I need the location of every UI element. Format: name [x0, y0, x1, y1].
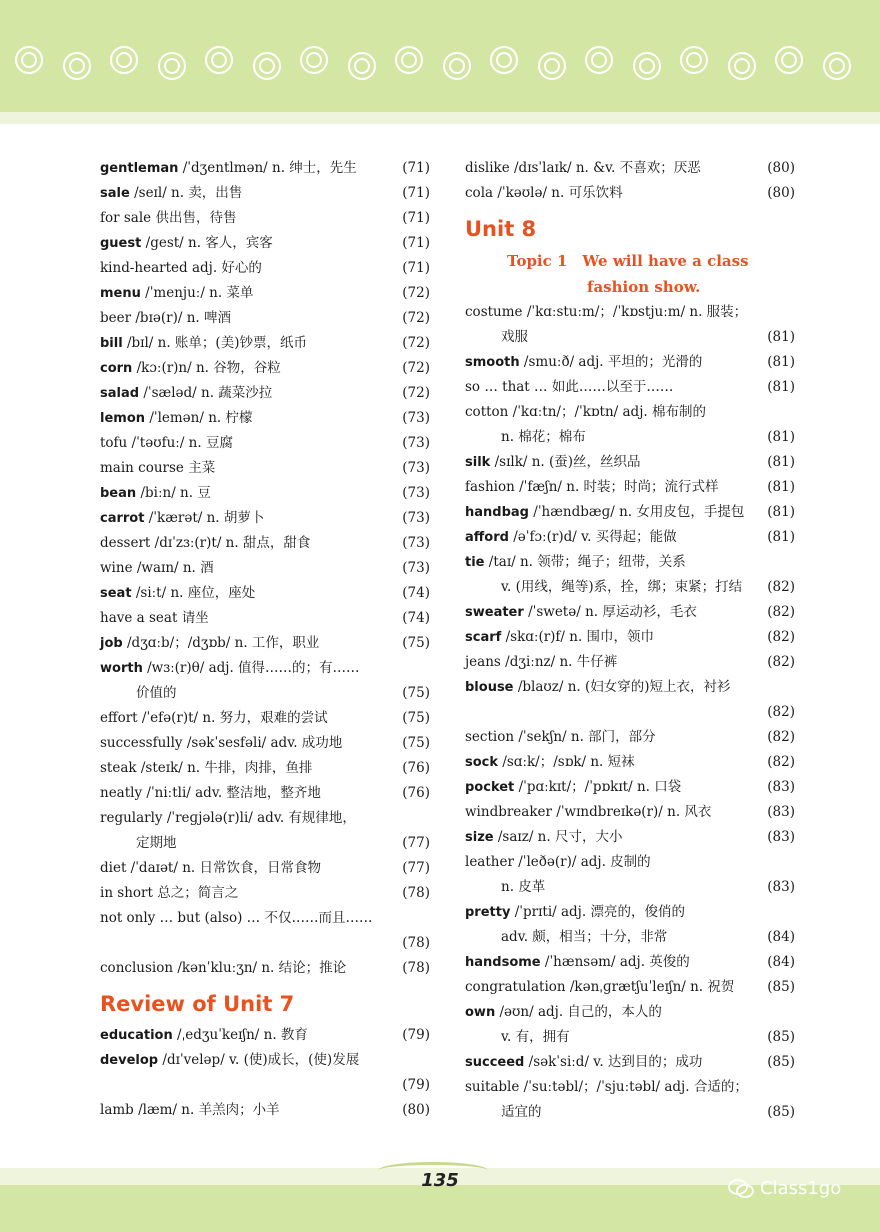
watermark: [728, 1178, 841, 1199]
definition: /gest/ n. 客人，宾客: [145, 235, 273, 251]
headword: steak: [100, 760, 137, 776]
headword: sweater: [465, 605, 524, 620]
vocab-entry: [100, 856, 430, 881]
vocab-entry: [100, 481, 430, 506]
vocab-entry: [100, 156, 430, 181]
headword: sock: [465, 755, 499, 770]
definition: /ˈhænsəm/ adj. 英俊的: [544, 954, 690, 970]
page-ref: (82): [767, 704, 795, 720]
page-ref: (84): [767, 929, 795, 945]
definition: /ˈkəʊlə/ n. 可乐饮料: [497, 185, 623, 201]
vocab-entry: [100, 1023, 430, 1048]
headword: have a seat: [100, 610, 178, 626]
page-ref: (81): [767, 454, 795, 470]
page-ref: (81): [767, 329, 795, 345]
vocab-entry: [465, 350, 795, 375]
definition: 请坐: [181, 610, 209, 626]
headword: costume: [465, 304, 523, 320]
vocab-entry: [100, 181, 430, 206]
decorative-circle: [823, 52, 851, 80]
definition-continued: 定期地: [136, 835, 177, 851]
definition: /ˈkærət/ n. 胡萝卜: [148, 510, 265, 526]
definition: 不仅……而且……: [264, 910, 373, 926]
watermark-text: Class1go: [760, 1178, 842, 1199]
definition: /bɪl/ n. 账单；(美)钞票，纸币: [126, 335, 307, 351]
definition: /ˈfæʃn/ n. 时装；时尚；流行式样: [519, 479, 719, 495]
definition-continued: 价值的: [136, 685, 177, 701]
definition: /ˈdʒentlmən/ n. 绅士，先生: [182, 160, 357, 176]
page-ref: (73): [402, 535, 430, 551]
wechat-icon: [728, 1179, 754, 1199]
definition: /kɔː(r)n/ n. 谷物，谷粒: [136, 360, 281, 376]
page-ref: (85): [767, 979, 795, 995]
vocab-entry: [100, 656, 430, 706]
definition: /səkˈsesfəli/ adv. 成功地: [186, 735, 343, 751]
definition: /ˈsekʃn/ n. 部门，部分: [518, 729, 656, 745]
page-ref: (72): [402, 360, 430, 376]
vocab-entry: [465, 900, 795, 950]
page-ref: (78): [402, 960, 430, 976]
headword: cotton: [465, 404, 509, 420]
vocab-entry: [465, 525, 795, 550]
headword: blouse: [465, 680, 514, 695]
definition: adj. 好心的: [191, 260, 262, 276]
headword: succeed: [465, 1055, 525, 1070]
definition: 总之；简言之: [157, 885, 239, 901]
vocab-entry: [100, 431, 430, 456]
headword: develop: [100, 1053, 159, 1068]
vocab-entry: [465, 625, 795, 650]
definition: 供出售，待售: [155, 210, 237, 226]
page-ref: (72): [402, 385, 430, 401]
definition: /sɪlk/ n. (蚕)丝，丝织品: [494, 454, 641, 470]
vocab-entry: [465, 750, 795, 775]
headword: kind-hearted: [100, 260, 188, 276]
definition: /ˈdaɪət/ n. 日常饮食，日常食物: [130, 860, 321, 876]
decorative-circle: [728, 52, 756, 80]
page-ref: (81): [767, 479, 795, 495]
definition-continued: 戏服: [501, 329, 528, 345]
page-ref: (73): [402, 485, 430, 501]
vocab-entry: [100, 456, 430, 481]
definition-continued: 适宜的: [501, 1104, 542, 1120]
page-ref: (82): [767, 629, 795, 645]
page-ref: (72): [402, 285, 430, 301]
definition: /bɪə(r)/ n. 啤酒: [135, 310, 231, 326]
headword: main course: [100, 460, 184, 476]
vocab-entry: [465, 500, 795, 525]
definition: /biːn/ n. 豆: [140, 485, 211, 501]
vocab-entry: [465, 550, 795, 600]
decorative-circle: [253, 52, 281, 80]
page-ref: (71): [402, 160, 430, 176]
headword: corn: [100, 361, 133, 376]
vocab-entry: [465, 775, 795, 800]
headword: not only … but (also) …: [100, 910, 261, 926]
vocab-entry: [100, 706, 430, 731]
page-ref: (77): [402, 860, 430, 876]
vocab-entry: [100, 306, 430, 331]
vocab-entry: [100, 906, 430, 956]
headword: section: [465, 729, 515, 745]
headword: tie: [465, 555, 485, 570]
definition: /skɑː(r)f/ n. 围巾，领巾: [505, 629, 655, 645]
definition-continued: [100, 931, 430, 956]
vocab-entry: [465, 475, 795, 500]
headword: pocket: [465, 780, 515, 795]
page-ref: (81): [767, 354, 795, 370]
headword: for sale: [100, 210, 152, 226]
headword: job: [100, 636, 123, 651]
headword: pretty: [465, 905, 511, 920]
headword: smooth: [465, 355, 520, 370]
definition: /əʊn/ adj. 自己的，本人的: [499, 1004, 662, 1020]
headword: sale: [100, 186, 130, 201]
page-ref: (72): [402, 310, 430, 326]
definition: /ˈmenjuː/ n. 菜单: [145, 285, 254, 301]
vocab-entry: [100, 631, 430, 656]
headword: dislike: [465, 160, 510, 176]
decorative-circle: [775, 46, 803, 74]
page-ref: (81): [767, 379, 795, 395]
page-ref: (83): [767, 779, 795, 795]
vocab-entry: [465, 181, 795, 206]
definition: /ˈswetə/ n. 厚运动衫，毛衣: [528, 604, 697, 620]
page-ref: (79): [402, 1077, 430, 1093]
page-ref: (82): [767, 654, 795, 670]
definition: /sɑːk/；/sɒk/ n. 短袜: [502, 754, 635, 770]
headword: gentleman: [100, 161, 179, 176]
unit-heading: Unit 8: [465, 217, 537, 241]
page-ref: (77): [402, 835, 430, 851]
decorative-circle: [490, 46, 518, 74]
headword: beer: [100, 310, 132, 326]
vocab-entry: [465, 450, 795, 475]
headword: dessert: [100, 535, 151, 551]
definition: 主菜: [188, 460, 216, 476]
page-ref: (80): [402, 1102, 430, 1118]
decorative-circle: [63, 52, 91, 80]
headword: successfully: [100, 735, 183, 751]
definition: 如此……以至于……: [551, 379, 674, 395]
vocab-entry: [465, 156, 795, 181]
definition-continued: adv. 颇，相当；十分，非常: [501, 929, 668, 945]
page-ref: (78): [402, 885, 430, 901]
headword: in short: [100, 885, 153, 901]
vocab-entry: [100, 1098, 430, 1123]
vocab-entry: [465, 825, 795, 850]
headword: lemon: [100, 411, 146, 426]
headword: wine: [100, 560, 133, 576]
definition: /ˈhændbæɡ/ n. 女用皮包，手提包: [533, 504, 745, 520]
headword: jeans: [465, 654, 501, 670]
vocab-entry: [465, 1075, 795, 1125]
headword: education: [100, 1028, 173, 1043]
headword: neatly: [100, 785, 143, 801]
vocab-entry: [465, 375, 795, 400]
page-ref: (76): [402, 760, 430, 776]
headword: bill: [100, 336, 123, 351]
page-ref: (80): [767, 160, 795, 176]
vocab-entry: [100, 206, 430, 231]
page-ref: (71): [402, 210, 430, 226]
page-ref: (80): [767, 185, 795, 201]
headword: congratulation: [465, 979, 566, 995]
page-ref: (82): [767, 604, 795, 620]
page-ref: (78): [402, 935, 430, 951]
topic-heading-line2: fashion show.: [587, 278, 701, 296]
definition: /dɪsˈlaɪk/ n. &v. 不喜欢；厌恶: [514, 160, 701, 176]
vocab-entry: [100, 606, 430, 631]
definition: /ˈkɑːtn/；/ˈkɒtn/ adj. 棉布制的: [512, 404, 706, 420]
page-ref: (73): [402, 460, 430, 476]
vocab-entry: [465, 1050, 795, 1075]
vocab-entry: [100, 956, 430, 981]
definition: /waɪn/ n. 酒: [136, 560, 214, 576]
definition: /kənˈkluːʒn/ n. 结论；推论: [177, 960, 347, 976]
vocab-entry: [465, 400, 795, 450]
decorative-circle: [205, 46, 233, 74]
vocab-entry: [465, 1000, 795, 1050]
headword: tofu: [100, 435, 128, 451]
definition: /dɪˈveləp/ v. (使)成长，(使)发展: [162, 1052, 360, 1068]
definition: /læm/ n. 羊羔肉；小羊: [138, 1102, 280, 1118]
vocab-entry: [100, 231, 430, 256]
vocab-entry: [100, 356, 430, 381]
definition: /ˈwɪndbreɪkə(r)/ n. 风衣: [556, 804, 712, 820]
vocab-entry: [465, 600, 795, 625]
vocab-entry: [100, 581, 430, 606]
decorative-circle: [633, 52, 661, 80]
definition-continued: n. 棉花；棉布: [501, 429, 586, 445]
vocab-entry: [465, 725, 795, 750]
review-heading: Review of Unit 7: [100, 992, 295, 1016]
definition: /dʒɑːb/；/dʒɒb/ n. 工作，职业: [127, 635, 320, 651]
vocab-entry: [100, 731, 430, 756]
headword: afford: [465, 530, 509, 545]
definition-continued: v. (用线，绳等)系，拴，绑；束紧；打结: [501, 579, 743, 595]
headword: handsome: [465, 955, 541, 970]
vocab-entry: [100, 756, 430, 781]
decorative-circle: [585, 46, 613, 74]
page-ref: (82): [767, 754, 795, 770]
page-ref: (75): [402, 710, 430, 726]
headword: seat: [100, 586, 132, 601]
definition: /ˈsæləd/ n. 蔬菜沙拉: [143, 385, 273, 401]
headword: salad: [100, 386, 140, 401]
right-column: [465, 156, 795, 1125]
page-ref: (75): [402, 735, 430, 751]
decorative-circle: [395, 46, 423, 74]
headword: own: [465, 1005, 496, 1020]
decorative-circle: [443, 52, 471, 80]
definition: /ˈefə(r)t/ n. 努力，艰难的尝试: [141, 710, 328, 726]
vocab-entry: [100, 781, 430, 806]
definition: /dɪˈzɜː(r)t/ n. 甜点，甜食: [154, 535, 311, 551]
vocab-entry: [100, 531, 430, 556]
vocab-entry: [100, 881, 430, 906]
page-ref: (85): [767, 1054, 795, 1070]
definition: /seɪl/ n. 卖，出售: [134, 185, 243, 201]
headword: guest: [100, 236, 142, 251]
headword: fashion: [465, 479, 515, 495]
page-ref: (73): [402, 560, 430, 576]
headword: conclusion: [100, 960, 174, 976]
page-ref: (73): [402, 410, 430, 426]
decorative-circle: [300, 46, 328, 74]
decorative-circle: [680, 46, 708, 74]
page-ref: (84): [767, 954, 795, 970]
definition: /ˈlemən/ n. 柠檬: [149, 410, 253, 426]
headword: so … that …: [465, 379, 548, 395]
vocab-entry: [465, 300, 795, 350]
vocab-entry: [100, 806, 430, 856]
headword: size: [465, 830, 494, 845]
page-ref: (83): [767, 879, 795, 895]
headword: silk: [465, 455, 491, 470]
definition: /siːt/ n. 座位，座处: [135, 585, 256, 601]
headword: diet: [100, 860, 127, 876]
definition: /ˈkɑːstuːm/；/ˈkɒstjuːm/ n. 服装；: [526, 304, 748, 320]
definition-continued: [100, 1073, 430, 1098]
definition: /wɜː(r)θ/ adj. 值得……的；有……: [147, 660, 360, 676]
decorative-circle: [538, 52, 566, 80]
vocab-entry: [100, 381, 430, 406]
page-ref: (81): [767, 504, 795, 520]
definition: /ˈtəʊfuː/ n. 豆腐: [131, 435, 233, 451]
page-ref: (85): [767, 1029, 795, 1045]
headword: menu: [100, 286, 141, 301]
headword: lamb: [100, 1102, 134, 1118]
vocab-entry: [465, 975, 795, 1000]
decorative-circle: [110, 46, 138, 74]
vocab-entry: [100, 506, 430, 531]
page-ref: (82): [767, 729, 795, 745]
headword: suitable: [465, 1079, 520, 1095]
definition: /ˌedʒuˈkeɪʃn/ n. 教育: [177, 1027, 308, 1043]
headword: carrot: [100, 511, 145, 526]
vocab-entry: [100, 406, 430, 431]
definition: /saɪz/ n. 尺寸，大小: [497, 829, 623, 845]
definition: /blaʊz/ n. (妇女穿的)短上衣，衬衫: [517, 679, 731, 695]
headword: cola: [465, 185, 494, 201]
topic-heading-line1: Topic 1 We will have a class: [507, 252, 749, 270]
page-ref: (81): [767, 429, 795, 445]
decorative-circle: [348, 52, 376, 80]
page-number: 135: [421, 1170, 459, 1191]
definition-continued: v. 有，拥有: [501, 1029, 570, 1045]
page-ref: (85): [767, 1104, 795, 1120]
decorative-circle: [15, 46, 43, 74]
headword: effort: [100, 710, 138, 726]
definition: /ˈleðə(r)/ adj. 皮制的: [518, 854, 651, 870]
vocab-entry: [100, 1048, 430, 1098]
definition: /ˈreɡjələ(r)li/ adv. 有规律地，: [166, 810, 356, 826]
topic-heading: [465, 248, 795, 300]
definition: /ˈpɑːkɪt/；/ˈpɒkɪt/ n. 口袋: [518, 779, 682, 795]
page-ref: (76): [402, 785, 430, 801]
vocab-entry: [465, 800, 795, 825]
definition: /ˈniːtli/ adv. 整洁地，整齐地: [146, 785, 321, 801]
page-ref: (73): [402, 435, 430, 451]
page-ref: (73): [402, 510, 430, 526]
headword: regularly: [100, 810, 163, 826]
page-ref: (74): [402, 610, 430, 626]
headword: bean: [100, 486, 137, 501]
headword: windbreaker: [465, 804, 552, 820]
page-ref: (83): [767, 829, 795, 845]
page-ref: (75): [402, 685, 430, 701]
definition: /səkˈsiːd/ v. 达到目的；成功: [528, 1054, 703, 1070]
header-band-light: [0, 112, 880, 124]
page-ref: (71): [402, 260, 430, 276]
definition: /ˈsuːtəbl/；/ˈsjuːtəbl/ adj. 合适的；: [523, 1079, 748, 1095]
page-ref: (79): [402, 1027, 430, 1043]
page-ref: (72): [402, 335, 430, 351]
definition: /steɪk/ n. 牛排，肉排，鱼排: [140, 760, 313, 776]
page-ref: (71): [402, 185, 430, 201]
headword: worth: [100, 661, 143, 676]
vocab-entry: [100, 331, 430, 356]
vocab-entry: [100, 556, 430, 581]
definition: /əˈfɔː(r)d/ v. 买得起；能做: [513, 529, 677, 545]
page-ref: (81): [767, 529, 795, 545]
definition-continued: [465, 700, 795, 725]
page-ref: (83): [767, 804, 795, 820]
definition: /kənˌɡrætʃuˈleɪʃn/ n. 祝贺: [569, 979, 735, 995]
definition: /dʒiːnz/ n. 牛仔裤: [505, 654, 618, 670]
headword: leather: [465, 854, 514, 870]
headword: scarf: [465, 630, 502, 645]
vocab-entry: [465, 675, 795, 725]
page-ref: (71): [402, 235, 430, 251]
page-ref: (82): [767, 579, 795, 595]
left-column: [100, 156, 430, 1123]
vocab-entry: [465, 650, 795, 675]
vocab-entry: [100, 256, 430, 281]
headword: handbag: [465, 505, 529, 520]
definition: /ˈprɪti/ adj. 漂亮的，俊俏的: [514, 904, 685, 920]
definition-continued: n. 皮革: [501, 879, 546, 895]
definition: /taɪ/ n. 领带；绳子；纽带，关系: [488, 554, 686, 570]
vocab-entry: [465, 850, 795, 900]
definition: /smuːð/ adj. 平坦的；光滑的: [523, 354, 703, 370]
vocab-entry: [465, 950, 795, 975]
vocab-entry: [100, 281, 430, 306]
decorative-circle: [158, 52, 186, 80]
page-ref: (75): [402, 635, 430, 651]
page-ref: (74): [402, 585, 430, 601]
